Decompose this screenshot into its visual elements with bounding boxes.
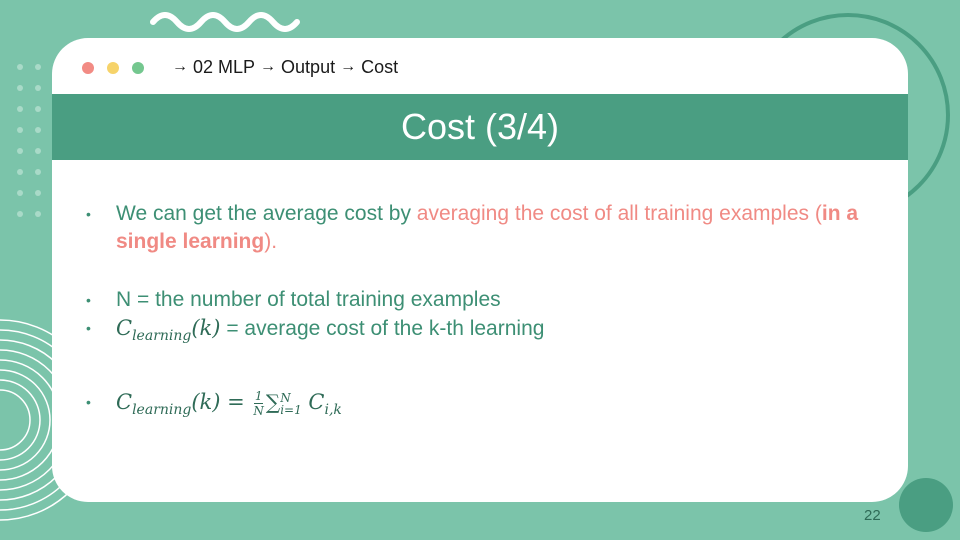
breadcrumb-item-output[interactable]: Output — [281, 57, 336, 77]
highlight-bold-text: in a single learning — [116, 202, 859, 253]
slide-card — [52, 38, 908, 502]
bullet-marker: • — [86, 206, 91, 222]
highlight-text-part-1: averaging the cost of all training examples ( — [416, 202, 822, 225]
slide-title: Cost (3/4) — [400, 106, 560, 147]
solid-circle-ornament — [899, 478, 953, 532]
math-expression: $C_{learning}(k)$ — [116, 316, 221, 344]
minimize-dot — [107, 62, 119, 74]
title-band — [52, 94, 908, 160]
breadcrumb — [172, 56, 398, 78]
arrow-right-icon: → — [260, 58, 277, 75]
wave-ornament — [153, 15, 297, 29]
bullet-text: = average cost of the k-th learning — [220, 317, 545, 340]
bullet-formula — [86, 384, 876, 428]
bullet-marker: • — [86, 292, 91, 308]
bullet-c-definition — [86, 314, 876, 350]
dot-grid-ornament — [17, 64, 41, 217]
fraction: $\frac{1}{N}$ — [253, 389, 264, 418]
close-dot — [82, 62, 94, 74]
average-cost-formula: $C_{learning}(k)$ = $\frac{1}{N}$ ∑ N i=1 $C_{i,k}$ — [116, 389, 342, 418]
page-number: 22 — [864, 507, 881, 524]
highlight-text-part-2: ). — [264, 230, 278, 253]
bullet-n-definition — [86, 286, 876, 314]
bullet-marker: • — [86, 320, 91, 336]
sum-limits: N i=1 — [280, 390, 302, 417]
maximize-dot — [132, 62, 144, 74]
bullet-marker: • — [86, 394, 91, 410]
bullet-average-cost — [86, 200, 876, 256]
bullet-text: N = the number of total training examples — [116, 288, 501, 311]
bullet-text: We can get the average cost by — [116, 202, 417, 225]
arrow-right-icon: → — [172, 58, 188, 75]
window-dots — [82, 62, 144, 74]
slide-content — [86, 200, 876, 428]
breadcrumb-item-cost[interactable]: Cost — [361, 57, 399, 77]
breadcrumb-item-mlp[interactable]: 02 MLP — [193, 57, 256, 77]
arrow-right-icon: → — [340, 58, 357, 75]
